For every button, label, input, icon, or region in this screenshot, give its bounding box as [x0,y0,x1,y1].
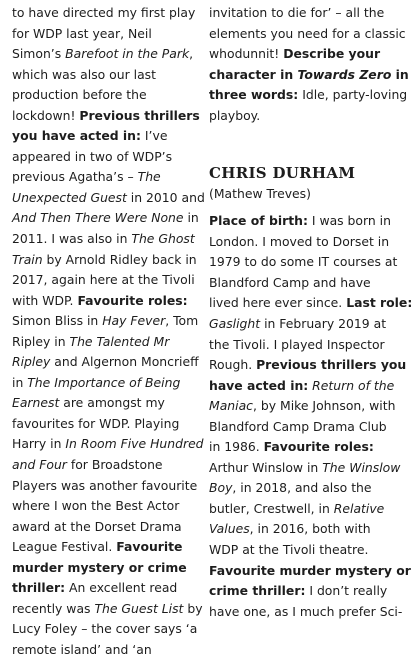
text-run: production before the [12,87,147,103]
text-line [12,24,208,45]
text-run: by Arnold Ridley back in [42,251,197,267]
text-run: murder mystery or crime [12,559,187,575]
text-line [12,352,208,373]
text-run: Gaslight [209,316,261,332]
text-run: character in [209,66,298,82]
text-line [209,499,415,520]
text-run: Simon’s [12,46,66,62]
text-line [209,3,415,24]
text-run: The Ghost [131,231,195,247]
text-run: I don’t really [305,583,388,599]
left-column-text [12,0,208,661]
text-run: the Tivoli. I played Inspector [209,336,385,352]
text-run: Favourite roles: [263,439,374,455]
text-line [12,250,208,271]
text-line [209,458,415,479]
text-line [209,335,415,356]
text-run: elements you need for a classic [209,25,406,41]
text-line [209,85,415,106]
text-run: League Festival. [12,539,117,555]
cast-member-bio [209,211,415,622]
text-line [209,273,415,294]
text-line [12,619,208,640]
text-run: Relative [333,500,385,516]
text-line [12,414,208,435]
text-run: lived here ever since. [209,295,347,311]
text-run: where I won the Best Actor [12,498,180,514]
text-run: for WDP last year, Neil [12,25,152,41]
text-run: Values [209,521,250,537]
text-run: The Talented Mr [69,333,170,349]
text-run: Favourite [116,539,183,555]
text-run: WDP at the Tivoli theatre. [209,542,369,558]
text-run: London. I moved to Dorset in [209,233,390,249]
text-run: you have acted in: [12,128,141,144]
text-run: Previous thrillers you [256,357,407,373]
text-run: The [137,169,161,185]
text-run: The Winslow [322,459,401,475]
text-run: and Algernon Moncrieff [50,354,199,370]
text-run: The Guest List [94,600,184,616]
text-run: which was also our last [12,66,156,82]
text-line [12,270,208,291]
text-run: In Room Five Hundred [65,436,204,452]
text-run: have one, as I much prefer Sci- [209,603,403,619]
text-line [12,434,208,455]
text-line [209,211,415,232]
text-run: three words: [209,87,299,103]
text-line [12,291,208,312]
text-run: are amongst my [59,395,165,411]
text-run: in February 2019 at [260,316,387,332]
text-line [12,208,208,229]
text-run: Harry in [12,436,66,452]
text-line [209,602,415,623]
text-run: Idle, party-loving [298,87,408,103]
text-line [12,476,208,497]
text-line [12,578,208,599]
text-line [209,314,415,335]
text-line [209,478,415,499]
cast-member-name: CHRIS DURHAM [209,164,356,183]
text-line [12,373,208,394]
text-run: 2017, again here at the Tivoli [12,272,195,288]
text-line [209,232,415,253]
text-run: , in 2016, both with [249,521,371,537]
text-line [209,581,415,602]
text-line [209,376,415,397]
text-line [12,188,208,209]
text-line [209,540,415,561]
text-run: invitation to die for’ – all the [209,5,385,20]
text-run: playboy. [209,107,261,123]
text-line [12,311,208,332]
text-line [12,229,208,250]
text-run: Last role: [346,295,413,311]
text-line [209,293,415,314]
right-column-continuation [209,0,415,126]
text-run: previous Agatha’s – [12,169,138,185]
text-run: Ripley [12,354,51,370]
text-run: lockdown! [12,107,80,123]
text-run: I’ve [140,128,168,144]
text-line [12,85,208,106]
text-run: award at the Dorset Drama [12,518,182,534]
text-line [209,396,415,417]
text-line [209,106,415,127]
text-run: Previous thrillers [79,107,200,123]
text-line [12,167,208,188]
text-run: Return of the [312,377,395,393]
text-run: thriller: [12,580,66,596]
text-run: in [183,210,199,226]
text-line [12,65,208,86]
text-run: And Then There Were None [12,210,184,226]
text-line [209,252,415,273]
text-line [209,65,415,86]
text-run: Unexpected Guest [12,189,127,205]
text-run: in [391,66,409,82]
text-run: Earnest [12,395,60,411]
text-run: Lucy Foley – the cover says ‘a [12,621,198,637]
text-run: butler, Crestwell, in [209,500,334,516]
text-line [209,24,415,45]
text-line [209,44,415,65]
text-run: Favourite roles: [77,292,188,308]
text-run: Simon Bliss in [12,313,103,329]
text-run: in [12,374,28,390]
text-run: Players was another favourite [12,477,198,493]
text-run: and Four [12,457,67,473]
text-run: Boy [209,480,233,496]
text-run: An excellent read [65,580,178,596]
text-run: Arthur Winslow in [209,459,323,475]
text-run: whodunnit! [209,46,284,62]
text-run: Ripley in [12,333,70,349]
text-run: , Tom [165,313,199,329]
text-line [12,455,208,476]
left-column [12,0,208,661]
text-run: 1979 to do some IT courses at [209,254,398,270]
text-run: , in 2018, and also the [232,480,372,496]
text-line [209,561,415,582]
text-run: by [183,600,203,616]
text-run: Hay Fever [102,313,166,329]
text-run: in 2010 and [126,189,205,205]
text-run: I was born in [307,213,391,229]
text-line [12,44,208,65]
text-line [12,3,208,24]
text-run: 2011. I was also in [12,231,132,247]
text-line [209,519,415,540]
text-run: to have directed my first play [12,5,196,20]
text-run: remote island’ and ‘an [12,641,152,657]
text-line [12,106,208,127]
text-line [209,355,415,376]
text-run: appeared in two of WDP’s [12,148,173,164]
text-run: Describe your [283,46,381,62]
text-line [12,537,208,558]
text-line [12,332,208,353]
text-run: Rough. [209,357,257,373]
text-line [209,417,415,438]
text-run: Favourite murder mystery or [209,562,411,578]
text-run: , by Mike Johnson, with [252,398,396,414]
text-run: crime thriller: [209,583,306,599]
text-line [12,599,208,620]
text-line [12,496,208,517]
text-run: Place of birth: [209,213,308,229]
text-run: recently was [12,600,95,616]
text-run: Blandford Camp and have [209,274,371,290]
text-run: for Broadstone [66,457,163,473]
text-run: Train [12,251,43,267]
character-name: (Mathew Treves) [209,186,311,202]
text-run: in 1986. [209,439,264,455]
text-run: The Importance of Being [27,374,181,390]
text-line [12,517,208,538]
text-run: favourites for WDP. Playing [12,415,180,431]
text-line [12,126,208,147]
text-run: , [189,46,194,62]
text-line [12,147,208,168]
text-run: Towards Zero [297,66,392,82]
text-run: Blandford Camp Drama Club [209,418,387,434]
text-line [12,393,208,414]
text-run: have acted in: [209,377,309,393]
text-run: with WDP. [12,292,78,308]
text-line [12,640,208,661]
text-run: Barefoot in the Park [65,46,190,62]
text-line [12,558,208,579]
right-column [209,0,415,622]
text-run: Maniac [209,398,253,414]
text-line [209,437,415,458]
